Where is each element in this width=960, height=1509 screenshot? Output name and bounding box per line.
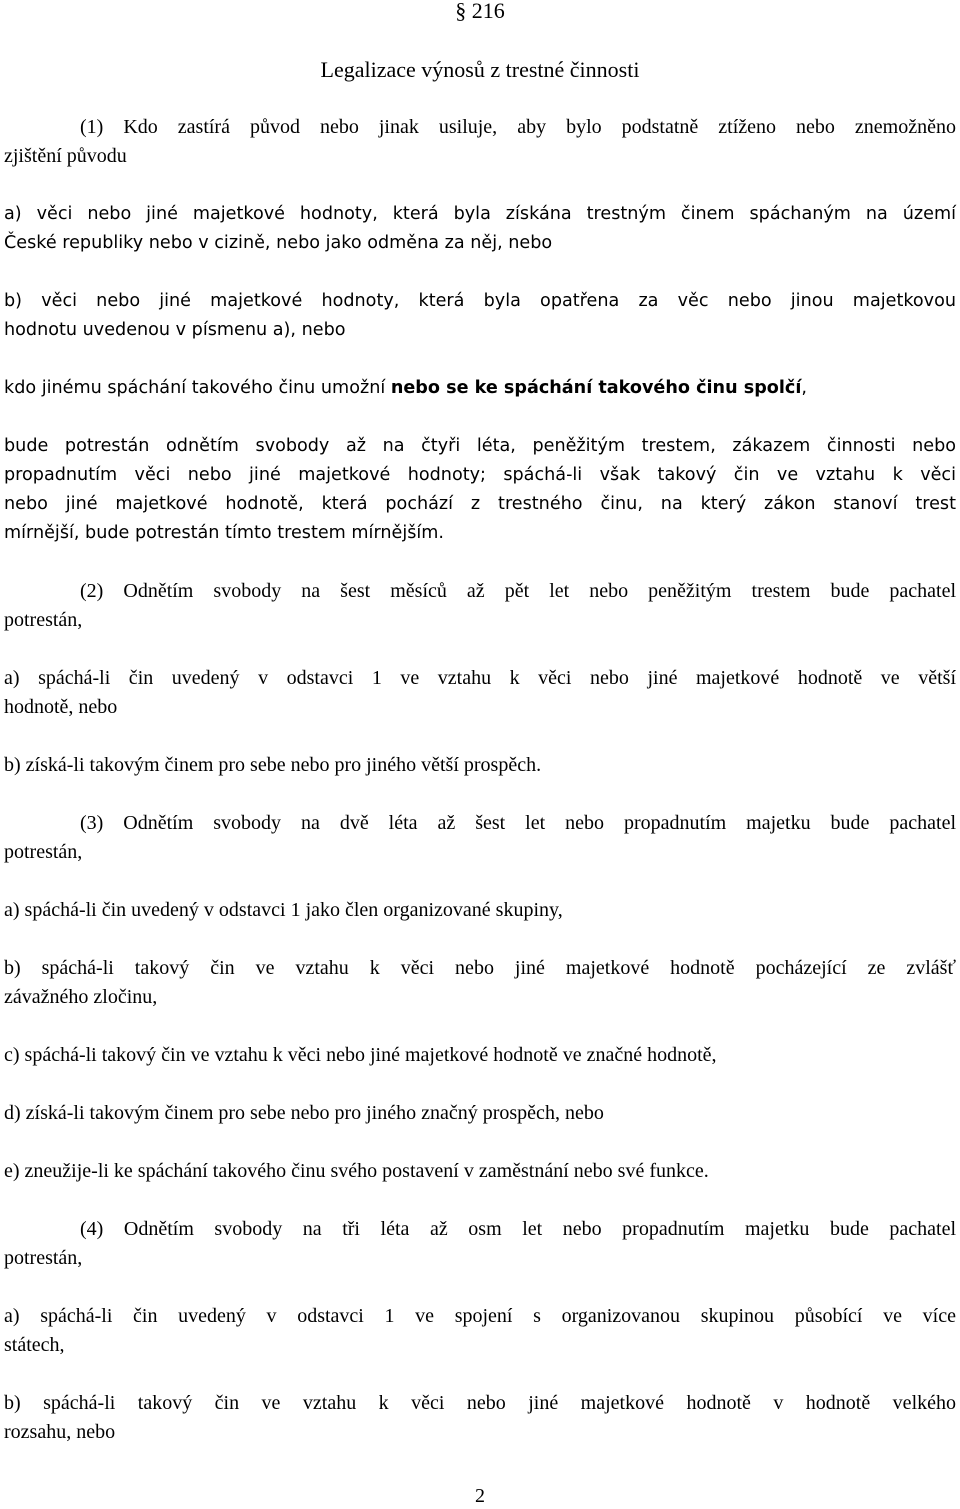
para2-item-b: b) získá-li takovým činem pro sebe nebo pro jiného větší prospěch. [4,754,542,776]
para3-intro-line2: potrestán, [4,841,83,863]
page-number: 2 [475,1485,485,1507]
para3-item-c: c) spáchá-li takový čin ve vztahu k věci nebo jiné majetkové hodnotě ve značné hodnotě, [4,1044,717,1066]
para1-item-a-line1: a) věci nebo jiné majetkové hodnoty, která byla získána trestným činem spáchaným na území [4,204,956,224]
para1-penalty-line4: mírnější, bude potrestán tímto trestem mírnějším. [4,523,445,543]
para3-item-b-line1: b) spáchá-li takový čin ve vztahu k věci nebo jiné majetkové hodnotě pocházející ze zvlášť [4,957,956,979]
para3-item-e: e) zneužije-li ke spáchání takového činu svého postavení v zaměstnání nebo své funkce. [4,1160,709,1182]
para2-intro-line2: potrestán, [4,609,83,631]
para2-item-a-line1: a) spáchá-li čin uvedený v odstavci 1 ve vztahu k věci nebo jiné majetkové hodnotě ve větší [4,667,956,689]
para2-intro-line1: (2) Odnětím svobody na šest měsíců až pět let nebo peněžitým trestem bude pachatel [80,580,956,602]
section-number: § 216 [455,0,505,23]
para4-item-a-line1: a) spáchá-li čin uvedený v odstavci 1 ve spojení s organizovanou skupinou působící ve více [4,1305,956,1327]
para3-item-d: d) získá-li takovým činem pro sebe nebo pro jiného značný prospěch, nebo [4,1102,604,1124]
para1-item-b-line1: b) věci nebo jiné majetkové hodnoty, která byla opatřena za věc nebo jinou majetkovou [4,291,956,311]
para4-item-b-line1: b) spáchá-li takový čin ve vztahu k věci nebo jiné majetkové hodnotě v hodnotě velkého [4,1392,956,1414]
para1-intro-line1: (1) Kdo zastírá původ nebo jinak usiluje, aby bylo podstatně ztíženo nebo znemožněno [80,116,956,138]
para4-item-a-line2: státech, [4,1334,65,1356]
para1-kdo-normal: kdo jinému spáchání takového činu umožní [4,378,391,398]
para1-item-a-line2: České republiky nebo v cizině, nebo jako odměna za něj, nebo [4,233,553,253]
para3-item-a: a) spáchá-li čin uvedený v odstavci 1 jako člen organizované skupiny, [4,899,563,921]
para1-penalty-line1: bude potrestán odnětím svobody až na čtyři léta, peněžitým trestem, zákazem činnosti nebo [4,436,956,456]
para3-intro-line1: (3) Odnětím svobody na dvě léta až šest let nebo propadnutím majetku bude pachatel [80,812,956,834]
para4-item-b-line2: rozsahu, nebo [4,1421,116,1443]
para4-intro-line2: potrestán, [4,1247,83,1269]
para1-intro-line2: zjištění původu [4,145,127,167]
para2-item-a-line2: hodnotě, nebo [4,696,118,718]
para3-item-b-line2: závažného zločinu, [4,986,158,1008]
para1-penalty-line3: nebo jiné majetkové hodnotě, která pochází z trestného činu, na který zákon stanoví trest [4,494,956,514]
para1-kdo-end: , [801,378,807,398]
para4-intro-line1: (4) Odnětím svobody na tři léta až osm let nebo propadnutím majetku bude pachatel [80,1218,956,1240]
para1-kdo-bold: nebo se ke spáchání takového činu spolčí [390,378,802,398]
section-title: Legalizace výnosů z trestné činnosti [320,57,640,82]
para1-kdo-line [4,374,956,403]
para1-penalty-line2: propadnutím věci nebo jiné majetkové hodnoty; spáchá-li však takový čin ve vztahu k věci [4,465,956,485]
para1-item-b-line2: hodnotu uvedenou v písmenu a), nebo [4,320,346,340]
